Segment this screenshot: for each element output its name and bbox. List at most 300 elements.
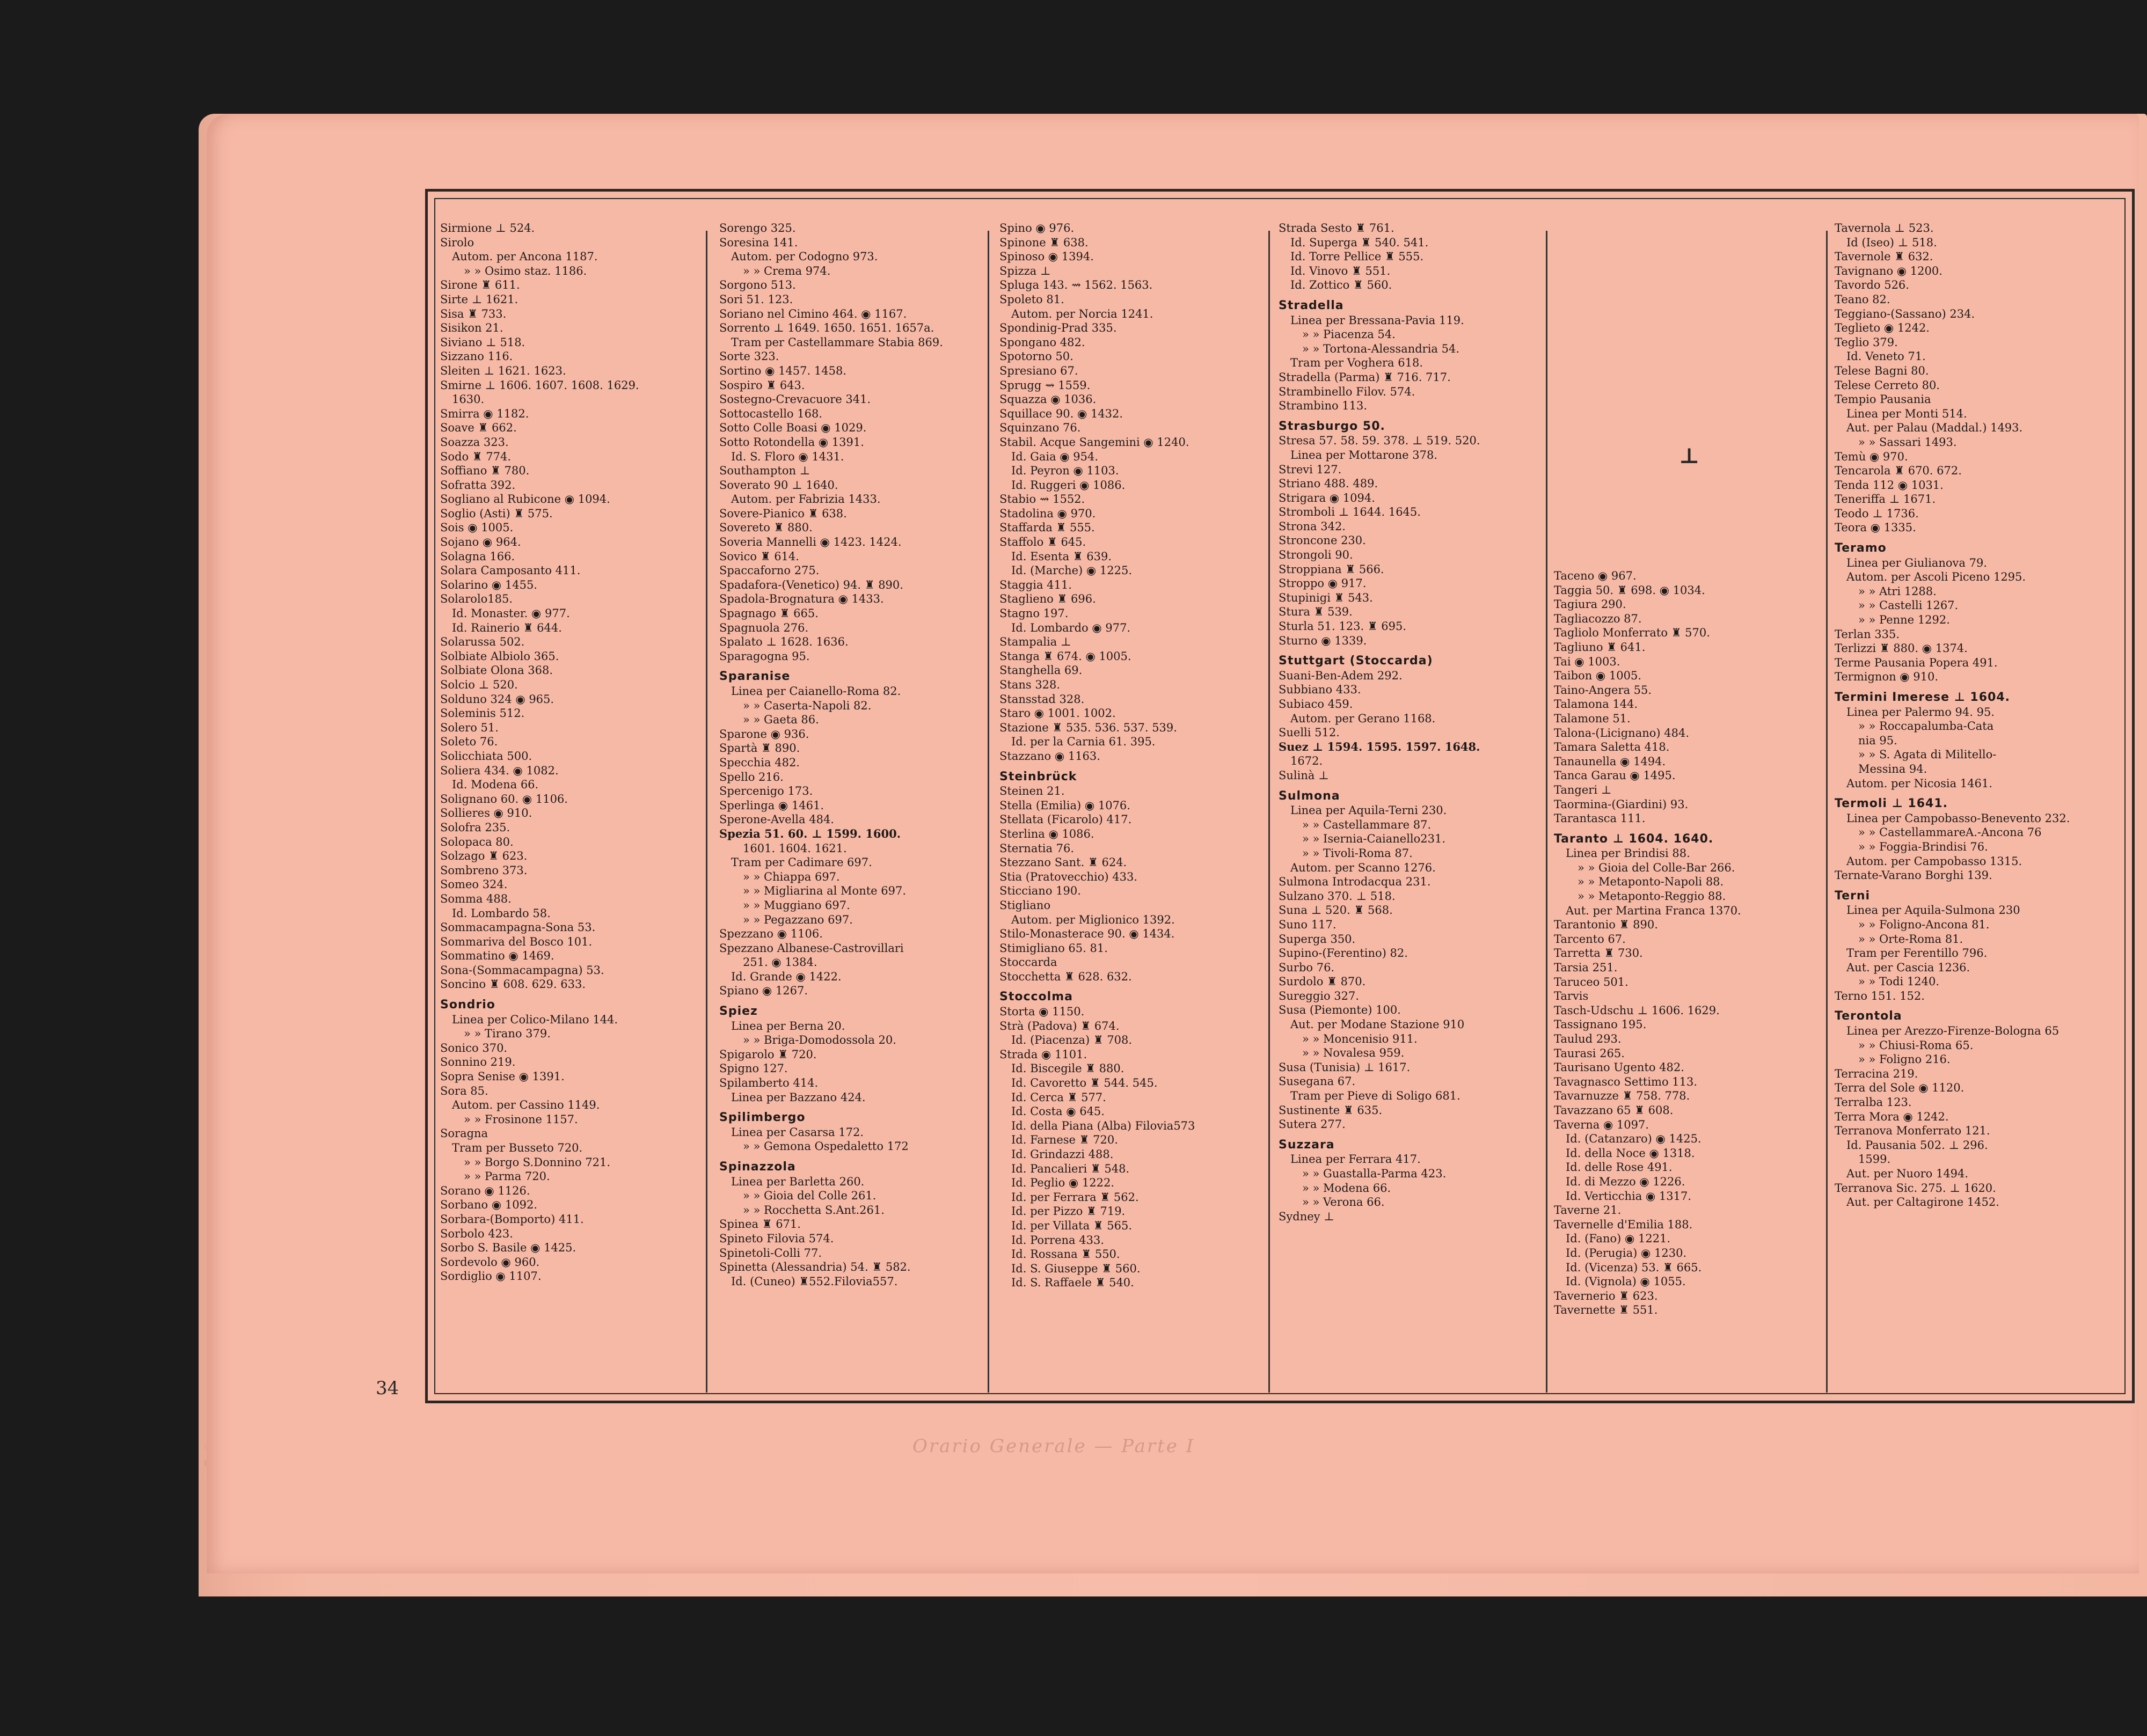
index-entry: Spongano 482. [999, 335, 1085, 349]
index-entry: Stans 328. [999, 678, 1061, 691]
index-entry: Stimigliano 65. 81. [999, 941, 1108, 955]
index-entry: » » Isernia-Caianello231. [1302, 832, 1446, 846]
index-entry: Tangeri ⊥ [1554, 783, 1612, 796]
index-entry: Id. Veneto 71. [1846, 350, 1926, 363]
index-entry: Tram per Pieve di Soligo 681. [1290, 1089, 1460, 1103]
index-entry: Id. Ruggeri ◉ 1086. [1011, 478, 1126, 492]
index-entry: Sirone ♜ 611. [440, 279, 520, 292]
index-entry: Sprugg ⇝ 1559. [999, 378, 1091, 392]
index-entry: » » Muggiano 697. [743, 898, 850, 912]
index-entry: 251. ◉ 1384. [743, 956, 817, 969]
index-entry: » » Castelli 1267. [1858, 599, 1959, 612]
index-entry: Aut. per Palau (Maddal.) 1493. [1846, 421, 2023, 435]
index-entry: Linea per Aquila-Terni 230. [1290, 804, 1447, 817]
index-entry: Sternatia 76. [999, 841, 1075, 855]
index-entry: » » Foligno-Ancona 81. [1858, 918, 1990, 931]
index-entry: Spinoso ◉ 1394. [999, 250, 1094, 263]
index-entry: Stradella (Parma) ♜ 716. 717. [1279, 370, 1451, 384]
index-entry: » » Pegazzano 697. [743, 913, 853, 926]
index-entry: Spezia 51. 60. ⊥ 1599. 1600. [719, 826, 901, 840]
index-entry: Tram per Busseto 720. [452, 1141, 583, 1154]
index-entry: Sureggio 327. [1279, 989, 1360, 1002]
index-entry: Soriano nel Cimino 464. ◉ 1167. [719, 307, 907, 320]
index-entry: Terlizzi ♜ 880. ◉ 1374. [1835, 642, 1968, 655]
index-entry: Stromboli ⊥ 1644. 1645. [1279, 506, 1421, 519]
index-entry: Spartà ♜ 890. [719, 742, 800, 755]
index-entry: » » Gemona Ospedaletto 172 [743, 1140, 909, 1153]
index-entry: Sommatino ◉ 1469. [440, 949, 554, 963]
index-entry: » » Borgo S.Donnino 721. [464, 1155, 611, 1169]
index-entry: Tanca Garau ◉ 1495. [1554, 769, 1676, 782]
index-entry: Tarretta ♜ 730. [1554, 947, 1643, 960]
index-entry: Soave ♜ 662. [440, 421, 517, 435]
index-entry: Id. Porrena 433. [1011, 1233, 1104, 1247]
index-entry: » » Sassari 1493. [1858, 435, 1957, 449]
index-entry: Tenda 112 ◉ 1031. [1835, 478, 1944, 492]
index-entry: Autom. per Ascoli Piceno 1295. [1846, 570, 2026, 584]
index-entry: Solignano 60. ◉ 1106. [440, 792, 568, 805]
column-rule [1826, 231, 1828, 1393]
index-entry: Id. Pancalieri ♜ 548. [1011, 1162, 1130, 1175]
index-entry: Taurisano Ugento 482. [1554, 1061, 1684, 1074]
index-entry: Tavernerio ♜ 623. [1554, 1289, 1658, 1302]
index-entry: Surbo 76. [1279, 961, 1335, 974]
index-entry: Autom. per Norcia 1241. [1011, 307, 1153, 320]
index-entry: Strevi 127. [1279, 463, 1342, 476]
index-entry: Stroncone 230. [1279, 534, 1366, 547]
index-entry: Aut. per Nuoro 1494. [1846, 1167, 1969, 1180]
index-entry: Teggiano-(Sassano) 234. [1835, 307, 1975, 320]
index-entry: Sofratta 392. [440, 478, 516, 492]
index-entry: Linea per Campobasso-Benevento 232. [1846, 811, 2070, 825]
index-entry: » » Gioia del Colle-Bar 266. [1578, 861, 1735, 874]
index-entry: Id. Verticchia ◉ 1317. [1566, 1189, 1692, 1203]
index-entry: Id. Cavoretto ♜ 544. 545. [1011, 1076, 1158, 1090]
index-entry: Id. per Villata ♜ 565. [1011, 1219, 1133, 1232]
index-entry: Linea per Palermo 94. 95. [1846, 705, 1995, 719]
margin-mark: ⊥ [1679, 443, 1700, 468]
index-entry: Tram per Cadimare 697. [731, 856, 872, 869]
index-entry: Aut. per Cascia 1236. [1846, 961, 1970, 974]
index-entry: Id. Cerca ♜ 577. [1011, 1090, 1106, 1104]
index-entry: Teneriffa ⊥ 1671. [1835, 493, 1936, 506]
index-entry: Stazzano ◉ 1163. [999, 749, 1100, 763]
index-heading: Strasburgo 50. [1279, 419, 1385, 433]
index-entry: Strambinello Filov. 574. [1279, 385, 1415, 398]
index-heading: Stradella [1279, 298, 1344, 312]
index-entry: » » Briga-Domodossola 20. [743, 1034, 896, 1047]
index-heading: Termoli ⊥ 1641. [1835, 797, 1948, 811]
index-entry: » » Parma 720. [464, 1170, 550, 1183]
index-entry: Specchia 482. [719, 756, 800, 769]
index-entry: Soffiano ♜ 780. [440, 464, 530, 478]
index-entry: Stoccarda [999, 956, 1057, 969]
index-entry: Someo 324. [440, 878, 508, 891]
index-entry: Tarsia 251. [1554, 961, 1618, 975]
index-entry: Linea per Caianello-Roma 82. [731, 685, 901, 698]
index-entry: Sorbara-(Bomporto) 411. [440, 1212, 584, 1226]
index-entry: Terranova Monferrato 121. [1835, 1124, 1990, 1138]
index-entry: Tavagnasco Settimo 113. [1554, 1075, 1698, 1088]
index-entry: Siviano ⊥ 518. [440, 335, 525, 349]
index-entry: Sutera 277. [1279, 1118, 1346, 1131]
index-entry: Ternate-Varano Borghi 139. [1835, 869, 1992, 882]
index-entry: Spondinig-Prad 335. [999, 321, 1117, 335]
index-entry: Squinzano 76. [999, 421, 1081, 435]
index-heading: Sondrio [440, 998, 495, 1012]
index-entry: » » Todi 1240. [1858, 975, 1940, 988]
index-entry: Stella (Emilia) ◉ 1076. [999, 799, 1130, 812]
index-entry: Sparone ◉ 936. [719, 727, 809, 741]
index-entry: Sorbo S. Basile ◉ 1425. [440, 1241, 576, 1255]
index-entry: Spigno 127. [719, 1062, 788, 1075]
index-entry: Tavignano ◉ 1200. [1835, 264, 1942, 277]
index-entry: Stroppo ◉ 917. [1279, 577, 1367, 590]
index-entry: Southampton ⊥ [719, 464, 810, 478]
index-entry: Taverna ◉ 1097. [1554, 1118, 1649, 1131]
index-column-6 [1835, 221, 2103, 1388]
index-entry: Linea per Casarsa 172. [731, 1125, 864, 1139]
index-heading: Terontola [1835, 1009, 1902, 1023]
index-entry: Tassignano 195. [1554, 1018, 1647, 1031]
index-entry: Spercenigo 173. [719, 785, 813, 798]
index-entry: Terlan 335. [1835, 627, 1900, 641]
index-entry: Sirte ⊥ 1621. [440, 292, 519, 306]
index-entry: Staglieno ♜ 696. [999, 592, 1096, 606]
index-entry: Sostegno-Crevacuore 341. [719, 393, 871, 406]
index-entry: Sorbolo 423. [440, 1227, 513, 1240]
index-entry: Id. Grande ◉ 1422. [731, 970, 842, 983]
index-entry: Suani-Ben-Adem 292. [1279, 669, 1403, 682]
index-entry: Id. (Piacenza) ♜ 708. [1011, 1034, 1133, 1047]
index-heading: Suzzara [1279, 1138, 1335, 1152]
index-entry: Linea per Mottarone 378. [1290, 448, 1438, 462]
index-heading: Stuttgart (Stoccarda) [1279, 654, 1433, 668]
index-entry: Sulinà ⊥ [1279, 768, 1329, 782]
index-entry: Autom. per Scanno 1276. [1290, 861, 1436, 874]
index-entry: Spotorno 50. [999, 350, 1074, 363]
index-entry: Sommacampagna-Sona 53. [440, 921, 596, 934]
index-entry: Autom. per Cassino 1149. [452, 1098, 600, 1112]
index-entry: » » Verona 66. [1302, 1196, 1385, 1209]
index-entry: Smirne ⊥ 1606. 1607. 1608. 1629. [440, 378, 639, 392]
page-number: 34 [376, 1378, 399, 1399]
index-entry: Stampalia ⊥ [999, 635, 1071, 649]
index-entry: Id. (Cuneo) ♜552.Filovia557. [731, 1274, 898, 1288]
index-entry: » » Piacenza 54. [1302, 328, 1396, 341]
index-entry: » » Castellammare 87. [1302, 818, 1432, 831]
index-entry: Spadafora-(Venetico) 94. ♜ 890. [719, 578, 903, 591]
index-entry: Sydney ⊥ [1279, 1210, 1334, 1223]
index-entry: Taurasi 265. [1554, 1046, 1625, 1060]
index-entry: Sustinente ♜ 635. [1279, 1103, 1383, 1117]
index-entry: Stellata (Ficarolo) 417. [999, 813, 1132, 826]
index-entry: » » Metaponto-Reggio 88. [1578, 890, 1726, 903]
index-entry: Tasch-Udschu ⊥ 1606. 1629. [1554, 1003, 1720, 1017]
index-entry: Stansstad 328. [999, 692, 1085, 706]
index-heading: Taranto ⊥ 1604. 1640. [1554, 832, 1714, 846]
index-entry: Linea per Berna 20. [731, 1019, 845, 1032]
index-entry: Spinetoli-Colli 77. [719, 1246, 822, 1259]
index-entry: Sturno ◉ 1339. [1279, 634, 1367, 647]
index-heading: Sulmona [1279, 789, 1340, 803]
index-entry: Terracina 219. [1835, 1067, 1918, 1080]
index-entry: Somma 488. [440, 892, 512, 905]
index-entry: Spiano ◉ 1267. [719, 984, 808, 998]
index-entry: Id. Lombardo 58. [452, 906, 551, 920]
index-entry: Superga 350. [1279, 932, 1356, 946]
index-entry: » » Osimo staz. 1186. [464, 264, 587, 277]
index-entry: Sotto Colle Boasi ◉ 1029. [719, 421, 867, 435]
index-entry: » » Atri 1288. [1858, 584, 1937, 598]
index-entry: Sorbano ◉ 1092. [440, 1198, 537, 1212]
index-entry: Linea per Aquila-Sulmona 230 [1846, 904, 2020, 917]
index-entry: » » Chiappa 697. [743, 870, 840, 883]
index-entry: Sovere-Pianico ♜ 638. [719, 507, 847, 520]
index-entry: Id. Monaster. ◉ 977. [452, 607, 570, 620]
index-entry: Spinetta (Alessandria) 54. ♜ 582. [719, 1261, 911, 1274]
index-entry: Terno 151. 152. [1835, 989, 1925, 1002]
index-entry: Surdolo ♜ 870. [1279, 975, 1366, 988]
index-entry: Id. Lombardo ◉ 977. [1011, 621, 1131, 634]
index-entry: Id. Costa ◉ 645. [1011, 1105, 1105, 1118]
index-entry: Taormina-(Giardini) 93. [1554, 797, 1689, 811]
index-entry: » » Chiusi-Roma 65. [1858, 1038, 1974, 1052]
index-entry: Id (Iseo) ⊥ 518. [1846, 236, 1937, 249]
index-entry: » » Tivoli-Roma 87. [1302, 846, 1413, 860]
index-entry: Tagiura 290. [1554, 598, 1626, 611]
index-entry: Aut. per Caltagirone 1452. [1846, 1196, 1999, 1209]
footer-ghost-text: Orario Generale — Parte I [912, 1435, 1195, 1457]
index-entry: Spigarolo ♜ 720. [719, 1048, 817, 1061]
index-entry: Spresiano 67. [999, 364, 1078, 377]
index-entry: Id. S. Raffaele ♜ 540. [1011, 1276, 1134, 1290]
index-entry: Suno 117. [1279, 918, 1337, 931]
index-entry: » » Moncenisio 911. [1302, 1032, 1418, 1045]
index-entry: Sodo ♜ 774. [440, 450, 512, 463]
index-entry: Sora 85. [440, 1084, 488, 1097]
index-entry: Linea per Bressana-Pavia 119. [1290, 313, 1464, 327]
index-entry: » » Tirano 379. [464, 1027, 551, 1041]
index-entry: Sirolo [440, 236, 474, 249]
index-entry: Taverne 21. [1554, 1204, 1622, 1217]
index-entry: Sonnino 219. [440, 1056, 516, 1069]
index-entry: Linea per Ferrara 417. [1290, 1153, 1421, 1166]
index-entry: » » CastellammareA.-Ancona 76 [1858, 826, 2042, 839]
index-entry: Soleminis 512. [440, 707, 525, 720]
index-entry: » » Roccapalumba-Cata [1858, 720, 1994, 733]
index-entry: Sogliano al Rubicone ◉ 1094. [440, 493, 610, 506]
index-entry: Soliera 434. ◉ 1082. [440, 764, 559, 777]
index-entry: Sombreno 373. [440, 863, 528, 877]
index-entry: Teodo ⊥ 1736. [1835, 507, 1919, 520]
index-entry: Sonico 370. [440, 1041, 508, 1054]
index-entry: Tencarola ♜ 670. 672. [1835, 464, 1962, 478]
index-entry: Spineto Filovia 574. [719, 1232, 834, 1245]
index-entry: Sisa ♜ 733. [440, 307, 507, 320]
index-entry: Sollieres ◉ 910. [440, 807, 532, 820]
index-column-4 [1279, 221, 1547, 1388]
index-entry: » » Novalesa 959. [1302, 1046, 1405, 1060]
index-entry: Id. (Perugia) ◉ 1230. [1566, 1246, 1687, 1259]
index-entry: Sorrento ⊥ 1649. 1650. 1651. 1657a. [719, 321, 934, 335]
index-entry: Subbiano 433. [1279, 683, 1361, 697]
index-entry: Sorengo 325. [719, 222, 796, 235]
index-entry: Id. Rossana ♜ 550. [1011, 1248, 1120, 1261]
index-entry: Solduno 324 ◉ 965. [440, 692, 554, 706]
index-entry: Sojano ◉ 964. [440, 536, 521, 549]
index-heading: Spiez [719, 1005, 758, 1019]
index-entry: Stresa 57. 58. 59. 378. ⊥ 519. 520. [1279, 434, 1480, 448]
index-entry: » » Caserta-Napoli 82. [743, 699, 872, 712]
index-entry: Spezzano Albanese-Castrovillari [719, 941, 904, 955]
index-entry: Sordevolo ◉ 960. [440, 1255, 540, 1269]
index-entry: » » Penne 1292. [1858, 613, 1950, 627]
index-entry: Stia (Pratovecchio) 433. [999, 870, 1138, 883]
index-entry: » » Orte-Roma 81. [1858, 932, 1963, 946]
index-entry: Sperone-Avella 484. [719, 813, 834, 826]
index-entry: Id. delle Rose 491. [1566, 1161, 1673, 1174]
index-entry: Stocchetta ♜ 628. 632. [999, 970, 1132, 983]
index-entry: Id. (Marche) ◉ 1225. [1011, 564, 1133, 577]
index-entry: » » Crema 974. [743, 264, 831, 277]
index-entry: Teglieto ◉ 1242. [1835, 321, 1930, 335]
index-entry: Sovico ♜ 614. [719, 550, 799, 563]
index-entry: Strona 342. [1279, 519, 1346, 533]
index-entry: Id. della Noce ◉ 1318. [1566, 1146, 1695, 1160]
index-heading: Termini Imerese ⊥ 1604. [1835, 691, 2011, 704]
index-entry: Sturla 51. 123. ♜ 695. [1279, 620, 1407, 633]
index-entry: Staffarda ♜ 555. [999, 521, 1095, 534]
index-entry: Susa (Tunisia) ⊥ 1617. [1279, 1060, 1411, 1074]
index-heading: Stoccolma [999, 990, 1073, 1004]
index-entry: Soveria Mannelli ◉ 1423. 1424. [719, 536, 902, 549]
index-entry: Sortino ◉ 1457. 1458. [719, 364, 846, 377]
index-entry: » » Foggia-Brindisi 76. [1858, 840, 1988, 853]
index-entry: Id. per Ferrara ♜ 562. [1011, 1190, 1139, 1204]
index-entry: Sorano ◉ 1126. [440, 1184, 530, 1197]
index-entry: Strambino 113. [1279, 399, 1368, 413]
index-entry: Tagliuno ♜ 641. [1554, 640, 1646, 654]
index-entry: Stabio ⇝ 1552. [999, 493, 1085, 506]
index-entry: Sotto Rotondella ◉ 1391. [719, 435, 864, 449]
index-heading: Teramo [1835, 541, 1887, 555]
index-entry: Tai ◉ 1003. [1554, 655, 1620, 668]
index-entry: » » Migliarina al Monte 697. [743, 884, 907, 898]
index-entry: Id. (Catanzaro) ◉ 1425. [1566, 1132, 1701, 1146]
index-entry: Autom. per Fabrizia 1433. [731, 493, 881, 506]
index-entry: » » Gaeta 86. [743, 713, 819, 727]
index-entry: » » S. Agata di Militello- [1858, 748, 1997, 761]
index-entry: Subiaco 459. [1279, 698, 1353, 710]
index-entry: nia 95. [1858, 734, 1897, 747]
index-entry: Spizza ⊥ [999, 264, 1051, 277]
index-entry: Solbiate Olona 368. [440, 664, 553, 677]
index-entry: Termignon ◉ 910. [1835, 670, 1939, 684]
index-entry: Talamone 51. [1554, 712, 1631, 725]
index-entry: Soazza 323. [440, 435, 509, 449]
index-entry: Tavernole ♜ 632. [1835, 250, 1933, 263]
index-entry: Id. (Fano) ◉ 1221. [1566, 1232, 1671, 1246]
index-entry: Striano 488. 489. [1279, 477, 1378, 490]
index-entry: Id. Zottico ♜ 560. [1290, 279, 1392, 292]
index-entry: Spino ◉ 976. [999, 222, 1075, 235]
index-entry: Stroppiana ♜ 566. [1279, 562, 1384, 576]
index-entry: Tarantonio ♜ 890. [1554, 918, 1658, 932]
index-entry: Aut. per Modane Stazione 910 [1290, 1018, 1465, 1031]
index-entry: Id. Biscegile ♜ 880. [1011, 1062, 1124, 1075]
index-entry: Sirmione ⊥ 524. [440, 222, 535, 235]
index-entry: Spagnago ♜ 665. [719, 607, 819, 620]
index-entry: Stadolina ◉ 970. [999, 507, 1096, 520]
index-entry: Staro ◉ 1001. 1002. [999, 707, 1116, 720]
index-entry: Tagliolo Monferrato ♜ 570. [1554, 626, 1710, 640]
index-entry: Taulud 293. [1554, 1032, 1622, 1045]
index-entry: Linea per Arezzo-Firenze-Bologna 65 [1846, 1024, 2060, 1038]
index-entry: Solcio ⊥ 520. [440, 678, 518, 691]
index-entry: Stupinigi ♜ 543. [1279, 591, 1373, 604]
index-entry: Teglio 379. [1835, 335, 1898, 349]
index-entry: Taceno ◉ 967. [1554, 569, 1637, 582]
index-entry: Spadola-Brognatura ◉ 1433. [719, 592, 884, 606]
index-entry: » » Metaponto-Napoli 88. [1578, 875, 1724, 889]
index-entry: Terme Pausania Popera 491. [1835, 656, 1998, 669]
index-entry: Id. Pausania 502. ⊥ 296. [1846, 1138, 1988, 1152]
index-entry: Solero 51. [440, 721, 499, 734]
index-entry: Autom. per Gerano 1168. [1290, 712, 1436, 725]
index-entry: Susa (Piemonte) 100. [1279, 1003, 1401, 1017]
index-entry: Autom. per Codogno 973. [731, 250, 878, 263]
index-entry: Spilamberto 414. [719, 1076, 819, 1090]
column-rule [1268, 231, 1270, 1393]
index-entry: Soleto 76. [440, 735, 498, 749]
index-entry: Sommariva del Bosco 101. [440, 935, 593, 948]
index-entry: Taino-Angera 55. [1554, 683, 1652, 697]
index-entry: Id. (Vignola) ◉ 1055. [1566, 1275, 1686, 1288]
index-column-1 [440, 221, 709, 1388]
index-entry: Spoleto 81. [999, 292, 1064, 306]
index-entry: Sparagogna 95. [719, 649, 810, 663]
index-entry: Terra Mora ◉ 1242. [1835, 1110, 1949, 1123]
index-entry: Solopaca 80. [440, 835, 514, 848]
index-entry: Squazza ◉ 1036. [999, 393, 1097, 406]
index-entry: Stigliano [999, 898, 1051, 912]
index-entry: Linea per Barletta 260. [731, 1175, 865, 1188]
index-entry: Taibon ◉ 1005. [1554, 669, 1642, 683]
index-entry: Sleiten ⊥ 1621. 1623. [440, 364, 566, 377]
index-entry: Spalato ⊥ 1628. 1636. [719, 635, 849, 649]
index-entry: Spinea ♜ 671. [719, 1218, 801, 1231]
index-entry: Sorgono 513. [719, 279, 796, 292]
index-entry: Id. Vinovo ♜ 551. [1290, 264, 1391, 277]
index-entry: Sospiro ♜ 643. [719, 378, 805, 392]
index-entry: Sottocastello 168. [719, 407, 822, 420]
index-entry: Id. Torre Pellice ♜ 555. [1290, 250, 1424, 263]
index-entry: Stilo-Monasterace 90. ◉ 1434. [999, 927, 1175, 941]
index-entry: Autom. per Ancona 1187. [452, 250, 598, 263]
index-entry: Stazione ♜ 535. 536. 537. 539. [999, 721, 1177, 734]
index-entry: Sona-(Sommacampagna) 53. [440, 963, 604, 977]
index-entry: » » Modena 66. [1302, 1181, 1391, 1195]
index-entry: Sori 51. 123. [719, 292, 793, 306]
index-entry: Sordiglio ◉ 1107. [440, 1270, 542, 1283]
index-entry: Spaccaforno 275. [719, 564, 820, 577]
index-entry: Linea per Colico-Milano 144. [452, 1013, 618, 1026]
index-entry: Tavarnuzze ♜ 758. 778. [1554, 1089, 1690, 1103]
index-entry: Tagliacozzo 87. [1554, 612, 1642, 625]
index-entry: Tram per Castellammare Stabia 869. [731, 335, 943, 349]
index-entry: Id. Gaia ◉ 954. [1011, 450, 1099, 463]
